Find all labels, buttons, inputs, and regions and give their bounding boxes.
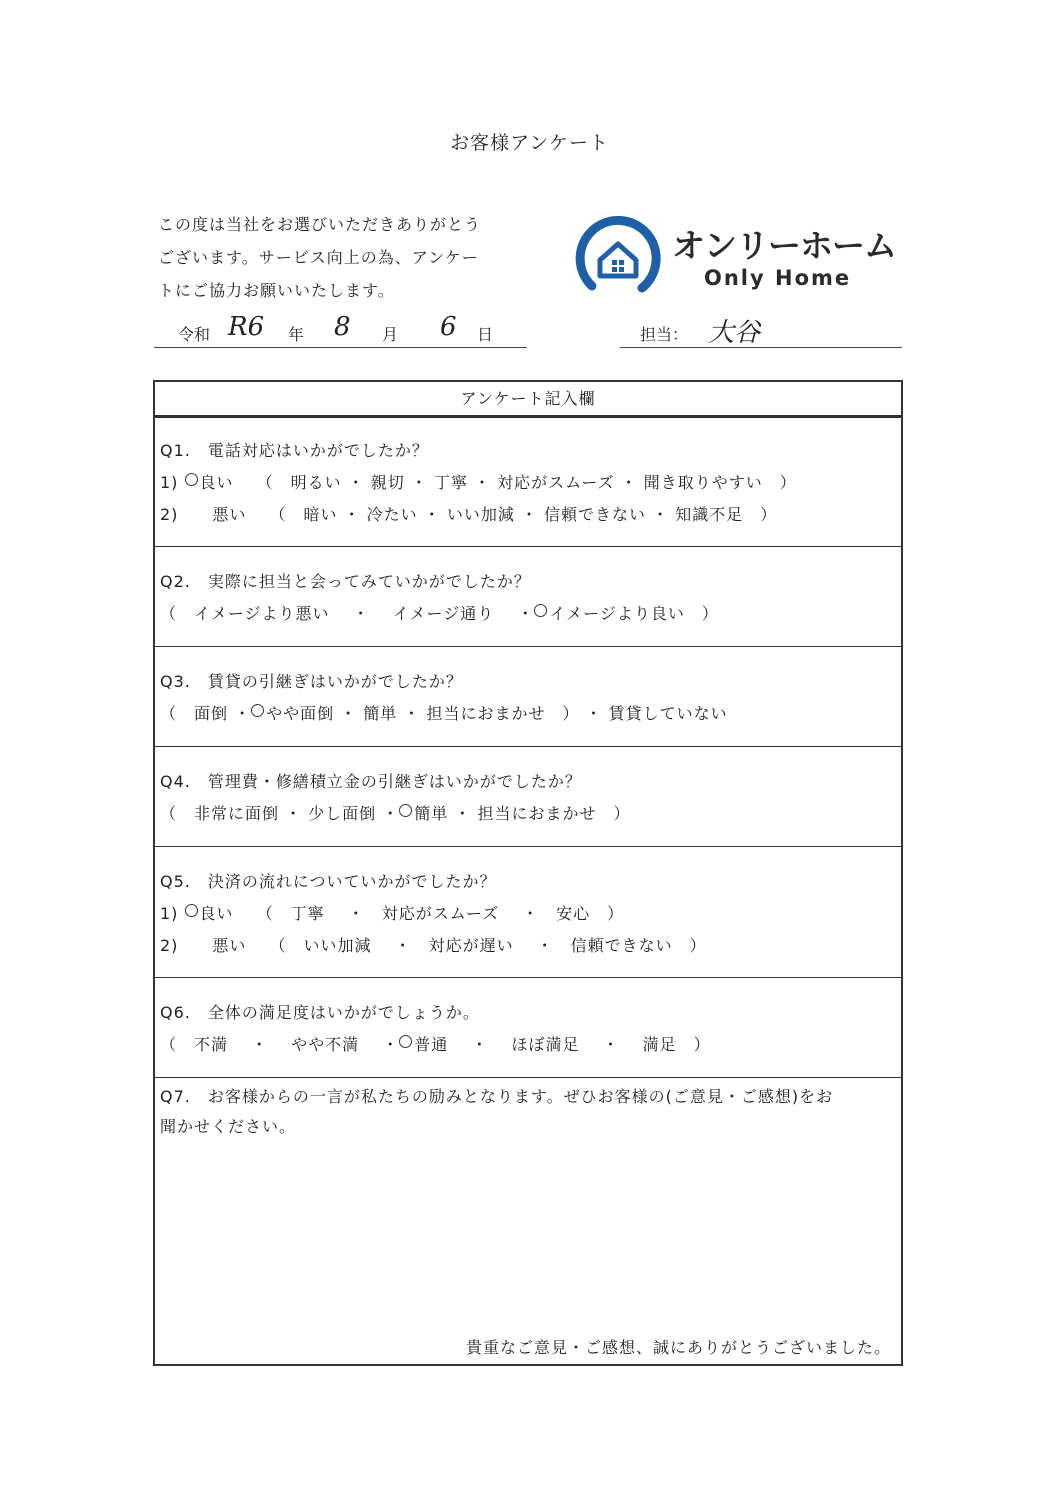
answer-line [160, 1032, 711, 1055]
circle-mark-icon [185, 904, 198, 917]
sheet-header: アンケート記入欄 [155, 382, 901, 418]
question-text: Q3. 賃貸の引継ぎはいかがでしたか？ [160, 672, 463, 691]
page-title: お客様アンケート [450, 132, 609, 154]
option-number: 1) [160, 904, 179, 923]
logo-english-name: Only Home [704, 266, 852, 290]
question-text: Q5. 決済の流れについていかがでしたか？ [160, 872, 497, 891]
answer-options: 普通 ・ ほぼ満足 ・ 満足 ） [414, 1035, 711, 1054]
question-3 [155, 647, 901, 747]
question-1 [155, 418, 901, 547]
answer-options: やや面倒 ・ 簡単 ・ 担当におまかせ ） ・ 賃貸していない [266, 704, 728, 723]
question-text: Q2. 実際に担当と会ってみていかがでしたか？ [160, 572, 531, 591]
question-text: Q6. 全体の満足度はいかがでしょうか。 [160, 1003, 480, 1022]
answer-options: 簡単 ・ 担当におまかせ ） [414, 804, 631, 823]
survey-sheet [153, 380, 903, 1366]
month-value: 8 [334, 312, 351, 342]
answer-options: （ 不満 ・ やや不満 ・ [160, 1035, 400, 1054]
day-value: 6 [440, 312, 457, 342]
company-logo [572, 216, 902, 296]
staff-name: 大谷 [708, 318, 761, 348]
logo-japanese-name: オンリーホーム [672, 226, 896, 265]
question-7 [155, 1078, 901, 1364]
answer-line [160, 701, 728, 724]
circle-mark-icon [534, 604, 547, 617]
year-value: R6 [228, 312, 265, 342]
question-text: 聞かせください。 [160, 1117, 297, 1136]
answer-options: イメージより良い ） [549, 604, 719, 623]
closing-message: 貴重なご意見・ご感想、誠にありがとうございました。 [465, 1338, 891, 1357]
question-text: Q1. 電話対応はいかがでしたか？ [160, 441, 429, 460]
circle-mark-icon [399, 804, 412, 817]
answer-line [160, 901, 624, 924]
option-number: 1) [160, 473, 179, 492]
answer-options: （ 面倒 ・ [160, 704, 252, 723]
answer-line [160, 470, 797, 493]
question-text: Q7. お客様からの一言が私たちの励みとなります。ぜひお客様の(ご意見・ご感想)をお [160, 1087, 834, 1106]
circle-mark-icon [185, 473, 198, 486]
intro-text [158, 208, 528, 307]
house-logo-icon [572, 216, 667, 296]
answer-line [160, 601, 719, 624]
answer-options: 良い （ 丁寧 ・ 対応がスムーズ ・ 安心 ） [199, 904, 625, 923]
intro-line: ございます。サービス向上の為、アンケー [158, 248, 479, 267]
intro-line: この度は当社をお選びいただきありがとう [158, 215, 482, 234]
answer-line: 2) 悪い （ 暗い ・ 冷たい ・ いい加減 ・ 信頼できない ・ 知識不足 ） [160, 505, 778, 524]
circle-mark-icon [251, 704, 264, 717]
question-5 [155, 847, 901, 978]
answer-options: 良い （ 明るい ・ 親切 ・ 丁寧 ・ 対応がスムーズ ・ 聞き取りやすい ） [199, 473, 797, 492]
month-label: 月 [382, 325, 399, 344]
question-6 [155, 978, 901, 1078]
day-label: 日 [477, 325, 494, 344]
answer-line: 2) 悪い （ いい加減 ・ 対応が遅い ・ 信頼できない ） [160, 936, 707, 955]
staff-underline [620, 347, 902, 348]
staff-label: 担当： [640, 325, 689, 344]
era-label: 令和 [178, 325, 211, 344]
answer-line [160, 801, 630, 824]
question-text: Q4. 管理費・修繕積立金の引継ぎはいかがでしたか？ [160, 772, 582, 791]
date-underline [154, 347, 527, 348]
year-label: 年 [288, 325, 305, 344]
intro-line: トにご協力お願いいたします。 [158, 281, 395, 300]
question-4 [155, 747, 901, 847]
circle-mark-icon [399, 1035, 412, 1048]
question-2 [155, 547, 901, 647]
answer-options: （ イメージより悪い ・ イメージ通り ・ [160, 604, 535, 623]
answer-options: （ 非常に面倒 ・ 少し面倒 ・ [160, 804, 400, 823]
